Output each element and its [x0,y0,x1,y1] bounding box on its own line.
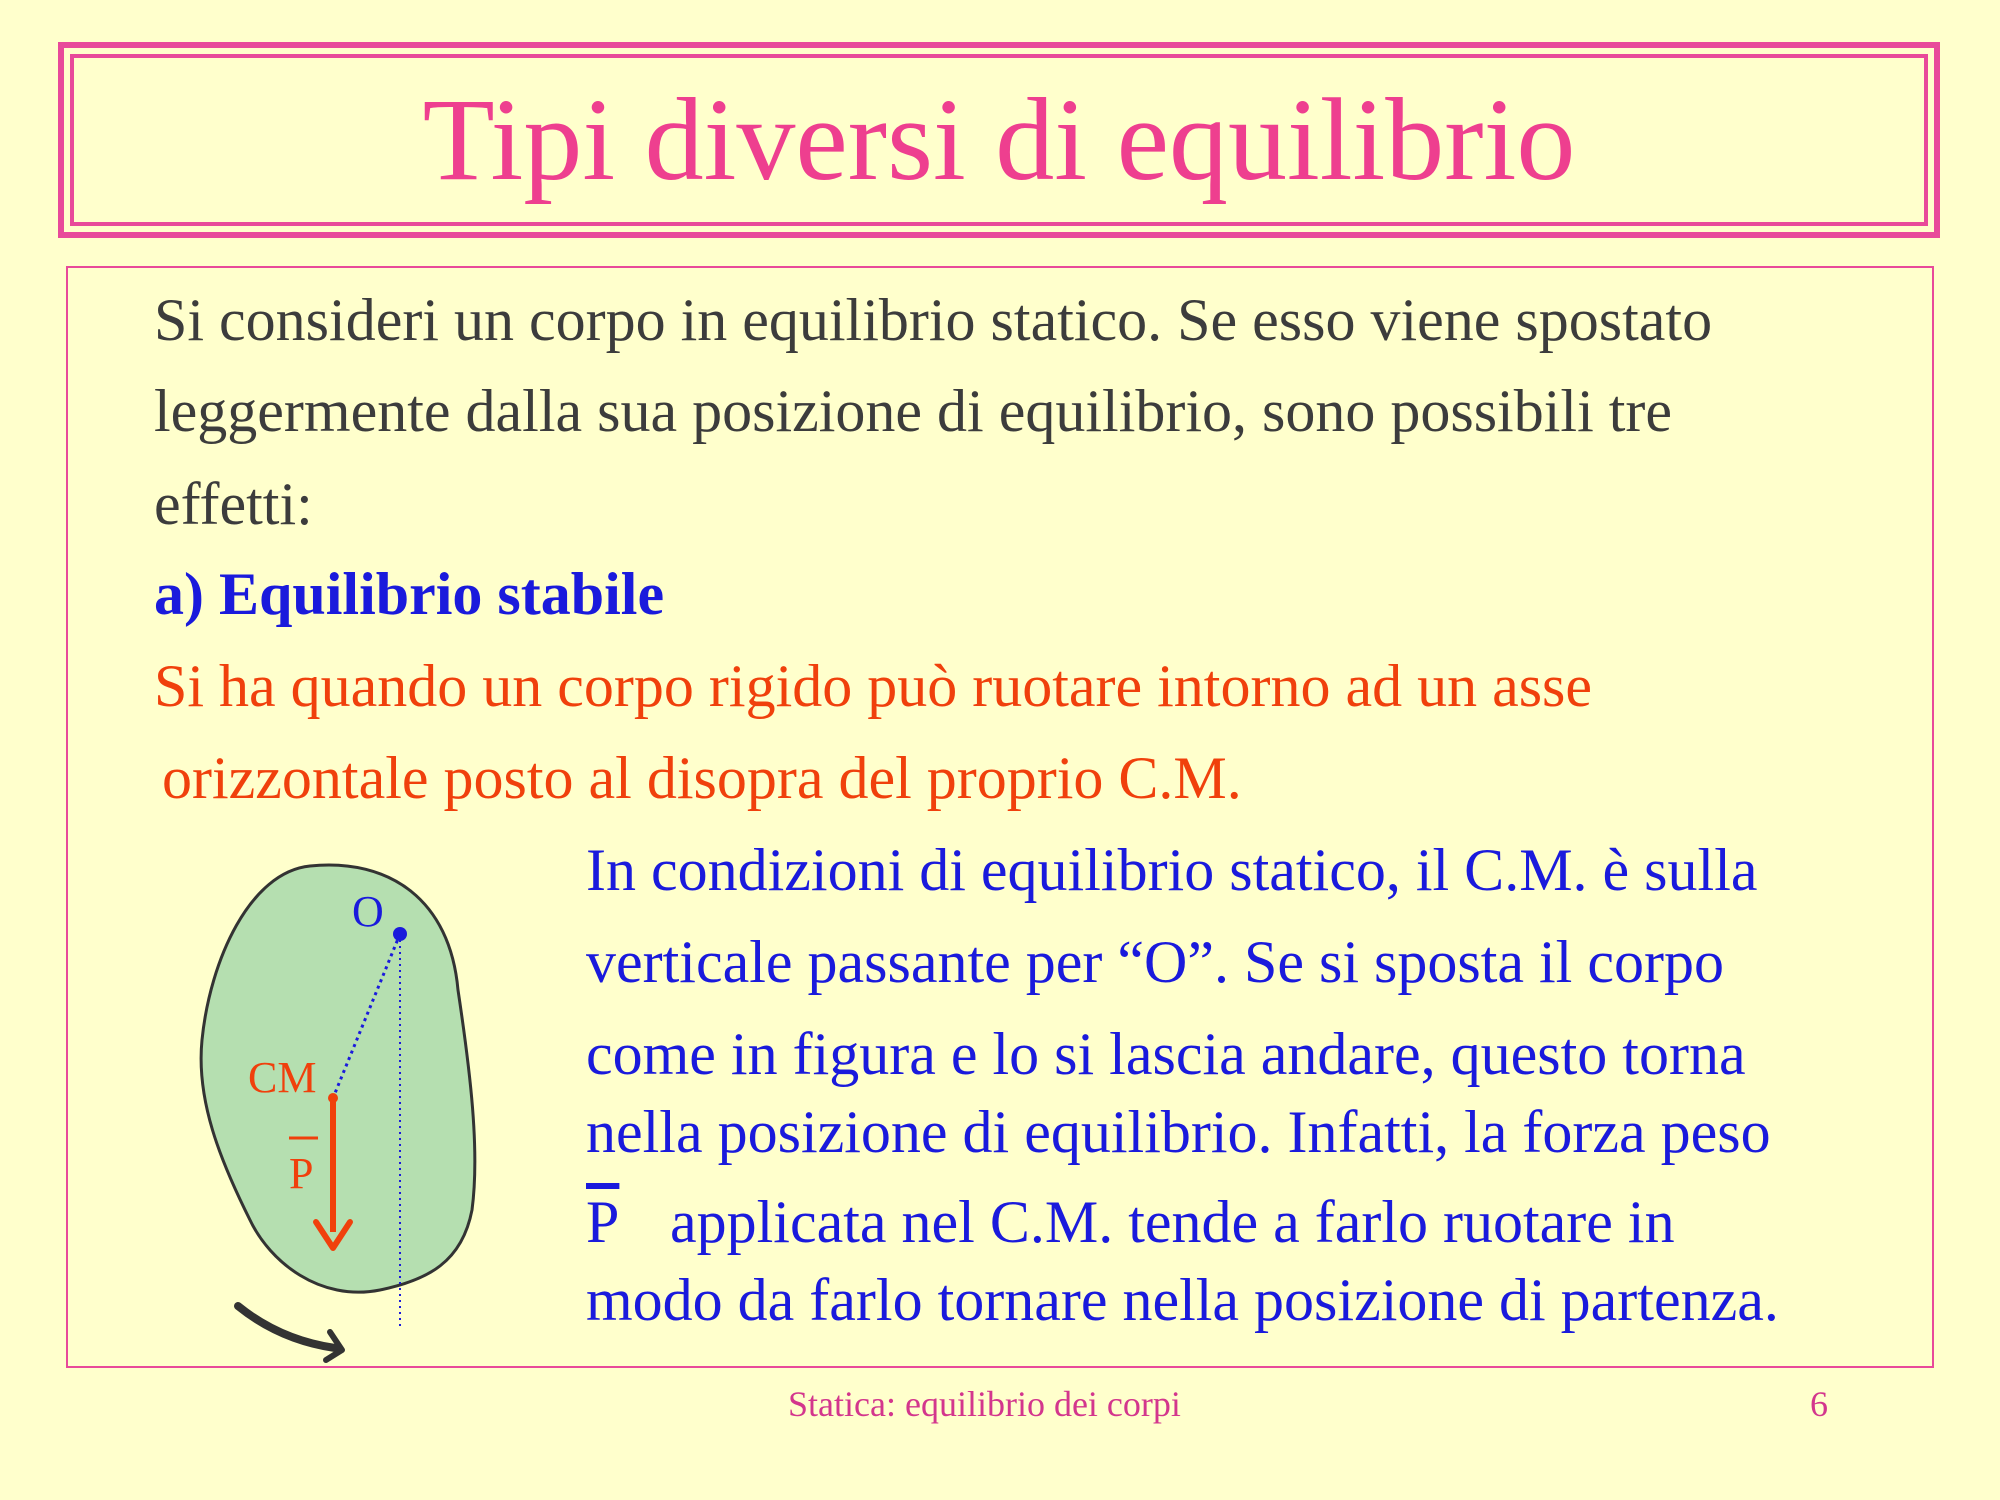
explanation-line-1: In condizioni di equilibrio statico, il C.M. è sulla [586,837,1758,903]
pivot-label: O [352,887,384,936]
explanation-line-4: nella posizione di equilibrio. Infatti, la forza peso [586,1099,1771,1165]
definition-line-2: orizzontale posto al disopra del proprio C.M. [162,745,1242,811]
explanation-line-6: modo da farlo tornare nella posizione di partenza. [586,1267,1779,1333]
pivot-point [393,927,407,941]
rigid-body-shape [201,865,475,1292]
intro-line-3: effetti: [154,471,313,537]
weight-label: P [289,1149,314,1198]
intro-line-1: Si consideri un corpo in equilibrio statico. Se esso viene spostato [154,287,1713,353]
explanation-line-3: come in figura e lo si lascia andare, questo torna [586,1021,1746,1087]
page-number: 6 [1810,1384,1828,1424]
explanation-line-2: verticale passante per “O”. Se si sposta il corpo [586,929,1724,995]
explanation-line-5: applicata nel C.M. tende a farlo ruotare in [670,1189,1675,1255]
force-symbol-p: $\overline{P}$ [586,1189,620,1255]
definition-line-1: Si ha quando un corpo rigido può ruotare intorno ad un asse [154,653,1593,719]
rotation-arrow [238,1306,335,1348]
slide-title: Tipi diversi di equilibrio [422,74,1576,205]
footer-text: Statica: equilibrio dei corpi [788,1384,1181,1424]
section-heading: a) Equilibrio stabile [154,561,665,627]
intro-line-2: leggermente dalla sua posizione di equilibrio, sono possibili tre [154,378,1673,444]
cm-label: CM [248,1053,317,1102]
